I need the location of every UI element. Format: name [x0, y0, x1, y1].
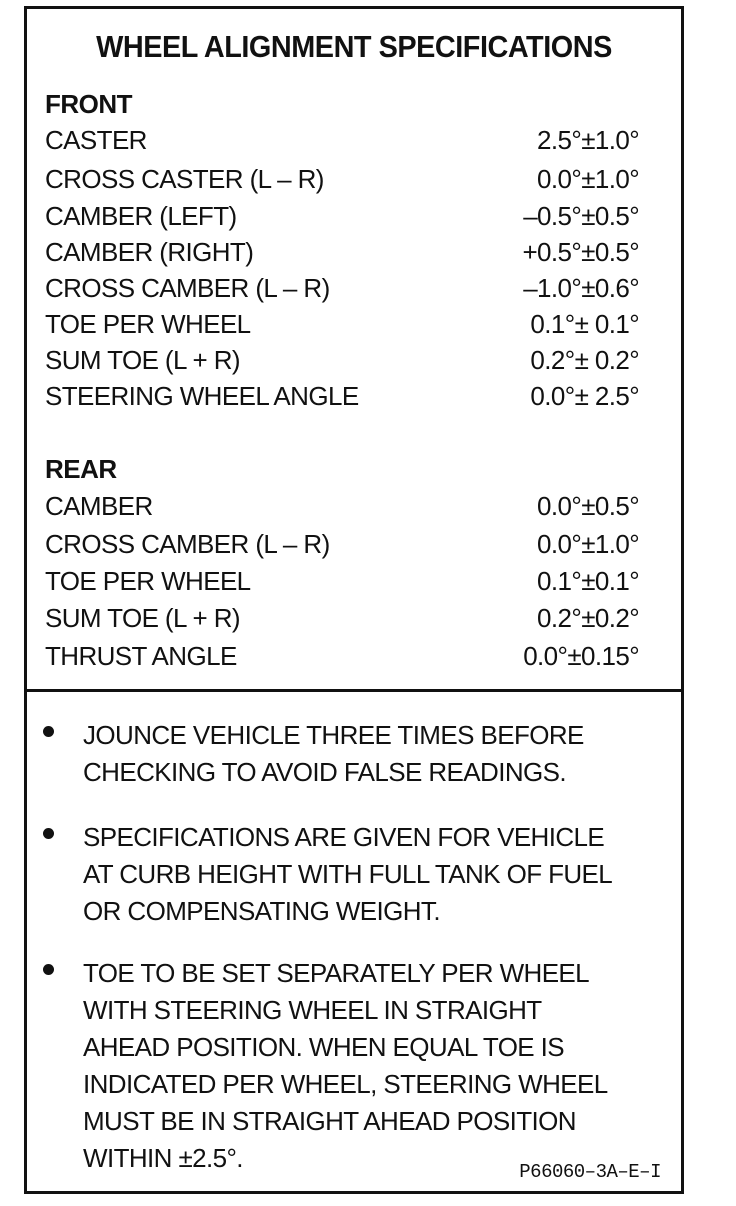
note-line: MUST BE IN STRAIGHT AHEAD POSITION: [83, 1106, 576, 1136]
spec-label: THRUST ANGLE: [45, 641, 237, 671]
bullet-icon: [43, 964, 54, 975]
note-line: JOUNCE VEHICLE THREE TIMES BEFORE: [83, 720, 584, 750]
front-section-heading: FRONT: [45, 89, 133, 119]
spec-value: 0.0°±0.5°: [537, 491, 639, 521]
section-divider: [27, 689, 681, 692]
note-text: [83, 955, 661, 1177]
spec-row-front-steering-wheel-angle: [45, 381, 639, 417]
spec-value: 0.0°± 2.5°: [530, 381, 639, 411]
note-text: [83, 819, 661, 930]
note-curb-height: [43, 819, 661, 934]
spec-row-rear-camber: [45, 491, 639, 527]
spec-row-rear-sum-toe: [45, 603, 639, 639]
note-line: INDICATED PER WHEEL, STEERING WHEEL: [83, 1069, 608, 1099]
spec-value: 0.1°± 0.1°: [530, 309, 639, 339]
spec-label: SUM TOE (L + R): [45, 603, 240, 633]
note-jounce-vehicle: [43, 717, 661, 797]
spec-label: CAMBER (LEFT): [45, 201, 237, 231]
spec-label: CROSS CAMBER (L – R): [45, 529, 330, 559]
spec-row-front-cross-caster: [45, 164, 639, 200]
spec-label: SUM TOE (L + R): [45, 345, 240, 375]
spec-label: CAMBER (RIGHT): [45, 237, 254, 267]
note-text: [83, 717, 661, 791]
spec-value: 0.2°± 0.2°: [530, 345, 639, 375]
note-line: SPECIFICATIONS ARE GIVEN FOR VEHICLE: [83, 822, 605, 852]
bullet-icon: [43, 726, 54, 737]
spec-value: –0.5°±0.5°: [523, 201, 639, 231]
spec-row-rear-toe-per-wheel: [45, 566, 639, 602]
spec-value: 0.0°±1.0°: [537, 529, 639, 559]
spec-row-front-sum-toe: [45, 345, 639, 381]
spec-label: CROSS CASTER (L – R): [45, 164, 324, 194]
alignment-spec-card: [24, 6, 684, 1194]
spec-value: 0.2°±0.2°: [537, 603, 639, 633]
spec-label: TOE PER WHEEL: [45, 309, 251, 339]
spec-label: CAMBER: [45, 491, 153, 521]
page-title: WHEEL ALIGNMENT SPECIFICATIONS: [96, 29, 612, 64]
note-line: AT CURB HEIGHT WITH FULL TANK OF FUEL: [83, 859, 613, 889]
spec-row-rear-thrust-angle: [45, 641, 639, 677]
spec-value: 0.1°±0.1°: [537, 566, 639, 596]
note-line: TOE TO BE SET SEPARATELY PER WHEEL: [83, 958, 590, 988]
note-line: CHECKING TO AVOID FALSE READINGS.: [83, 757, 566, 787]
note-line: WITHIN ±2.5°.: [83, 1143, 243, 1173]
spec-row-front-cross-camber: [45, 273, 639, 309]
spec-value: 2.5°±1.0°: [537, 125, 639, 155]
figure-code: P66060–3A–E–I: [519, 1161, 661, 1183]
spec-row-front-camber-left: [45, 201, 639, 237]
bullet-icon: [43, 828, 54, 839]
spec-label: TOE PER WHEEL: [45, 566, 251, 596]
spec-row-front-caster: [45, 125, 639, 161]
spec-label: STEERING WHEEL ANGLE: [45, 381, 359, 411]
spec-value: –1.0°±0.6°: [523, 273, 639, 303]
spec-value: 0.0°±1.0°: [537, 164, 639, 194]
spec-value: +0.5°±0.5°: [522, 237, 639, 267]
rear-section-heading: REAR: [45, 454, 117, 484]
spec-label: CROSS CAMBER (L – R): [45, 273, 330, 303]
note-line: AHEAD POSITION. WHEN EQUAL TOE IS: [83, 1032, 565, 1062]
spec-row-front-camber-right: [45, 237, 639, 273]
spec-label: CASTER: [45, 125, 147, 155]
note-toe-setting: [43, 955, 661, 1180]
note-line: WITH STEERING WHEEL IN STRAIGHT: [83, 995, 542, 1025]
spec-row-rear-cross-camber: [45, 529, 639, 565]
spec-value: 0.0°±0.15°: [523, 641, 639, 671]
note-line: OR COMPENSATING WEIGHT.: [83, 896, 440, 926]
spec-row-front-toe-per-wheel: [45, 309, 639, 345]
